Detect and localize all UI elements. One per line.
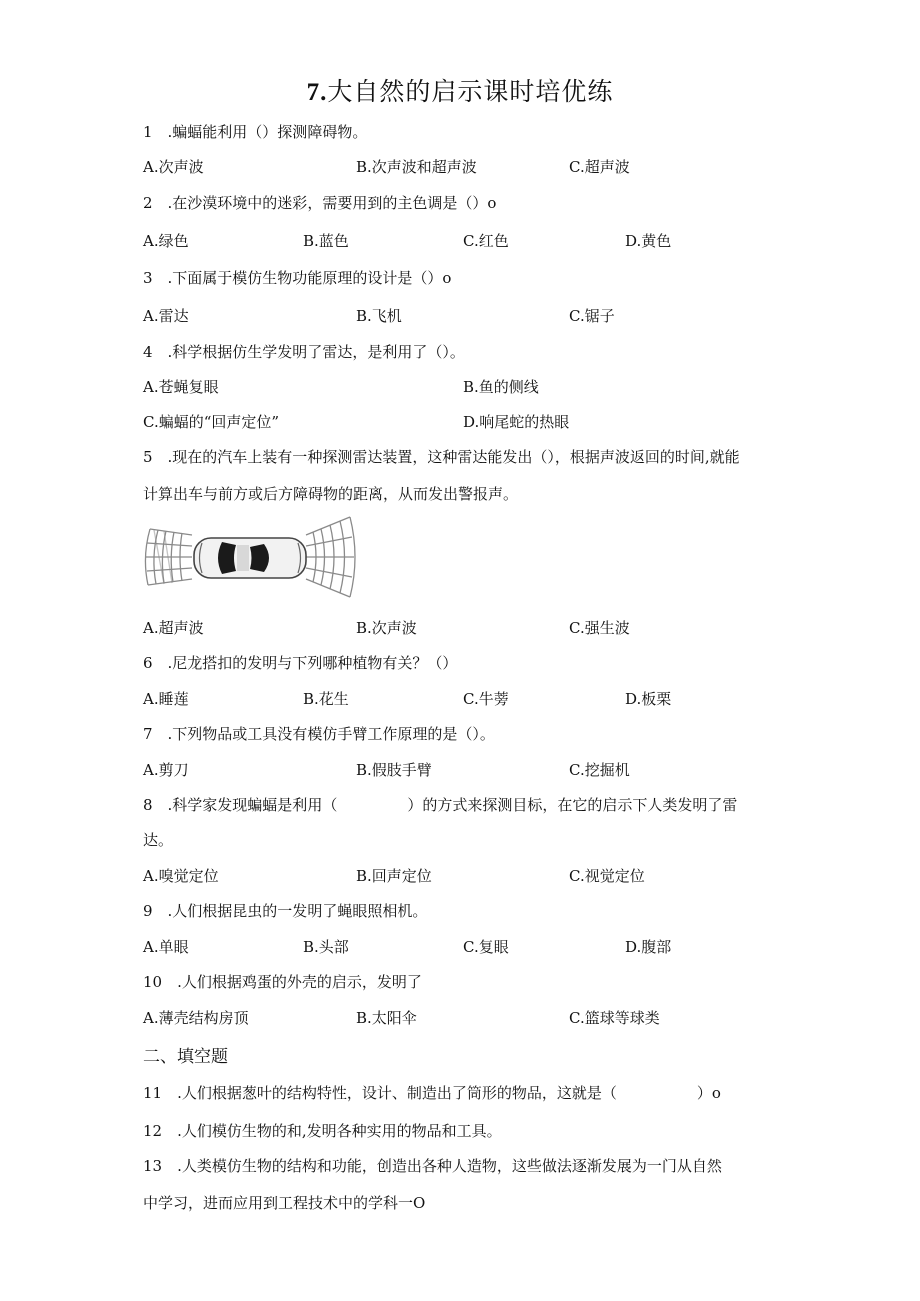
q4-option-d[interactable]: D.响尾蛇的热眼 bbox=[463, 413, 570, 431]
q8-option-a[interactable]: A.嗅觉定位 bbox=[143, 867, 219, 885]
q6-option-a[interactable]: A.睡莲 bbox=[143, 690, 189, 708]
question-3-stem: 3 .下面属于模仿生物功能原理的设计是（）o bbox=[143, 269, 452, 287]
q6-option-c[interactable]: C.牛蒡 bbox=[463, 690, 509, 708]
question-7-stem: 7 .下列物品或工具没有模仿手臂工作原理的是（）。 bbox=[143, 725, 495, 743]
q7-option-a[interactable]: A.剪刀 bbox=[143, 761, 189, 779]
question-4-stem: 4 .科学根据仿生学发明了雷达，是利用了（）。 bbox=[143, 343, 465, 361]
question-1-stem: 1 .蝙蝠能利用（）探测障碍物。 bbox=[143, 123, 368, 141]
q10-option-a[interactable]: A.薄壳结构房顶 bbox=[143, 1009, 249, 1027]
q1-option-c[interactable]: C.超声波 bbox=[569, 158, 630, 176]
question-2-stem: 2 .在沙漠环境中的迷彩，需要用到的主色调是（）o bbox=[143, 194, 497, 212]
question-13-stem: 13 .人类模仿生物的结构和功能，创造出各种人造物，这些做法逐渐发展为一门从自然 bbox=[143, 1157, 722, 1175]
q8-option-b[interactable]: B.回声定位 bbox=[356, 867, 432, 885]
q9-option-a[interactable]: A.单眼 bbox=[143, 938, 189, 956]
q3-option-b[interactable]: B.飞机 bbox=[356, 307, 402, 325]
question-10-stem: 10 .人们根据鸡蛋的外壳的启示，发明了 bbox=[143, 973, 422, 991]
q6-option-d[interactable]: D.板栗 bbox=[625, 690, 672, 708]
q1-option-a[interactable]: A.次声波 bbox=[143, 158, 204, 176]
question-5-stem: 5 .现在的汽车上装有一种探测雷达装置，这种雷达能发出（），根据声波返回的时间,就能 bbox=[143, 448, 740, 466]
q5-option-c[interactable]: C.强生波 bbox=[569, 619, 630, 637]
q3-option-c[interactable]: C.锯子 bbox=[569, 307, 615, 325]
q7-option-b[interactable]: B.假肢手臂 bbox=[356, 761, 432, 779]
question-5-stem-cont: 计算出车与前方或后方障碍物的距离，从而发出警报声。 bbox=[143, 485, 519, 503]
question-12-stem: 12 .人们模仿生物的和,发明各种实用的物品和工具。 bbox=[143, 1122, 502, 1140]
q10-option-b[interactable]: B.太阳伞 bbox=[356, 1009, 417, 1027]
q4-option-a[interactable]: A.苍蝇复眼 bbox=[143, 378, 219, 396]
q5-option-a[interactable]: A.超声波 bbox=[143, 619, 204, 637]
title-text: 大自然的启示课时培优练 bbox=[327, 77, 614, 106]
car-radar-figure bbox=[144, 515, 356, 605]
question-8-stem-cont: 达。 bbox=[143, 831, 174, 849]
q4-option-b[interactable]: B.鱼的侧线 bbox=[463, 378, 539, 396]
q10-option-c[interactable]: C.篮球等球类 bbox=[569, 1009, 660, 1027]
q9-option-d[interactable]: D.腹部 bbox=[625, 938, 672, 956]
question-6-stem: 6 .尼龙搭扣的发明与下列哪种植物有关？（） bbox=[143, 654, 458, 672]
q11-stem-part-b: ）o bbox=[696, 1084, 721, 1102]
q5-option-b[interactable]: B.次声波 bbox=[356, 619, 417, 637]
q2-option-d[interactable]: D.黄色 bbox=[625, 232, 672, 250]
q2-option-b[interactable]: B.蓝色 bbox=[303, 232, 349, 250]
q3-option-a[interactable]: A.雷达 bbox=[143, 307, 189, 325]
q9-option-b[interactable]: B.头部 bbox=[303, 938, 349, 956]
q9-option-c[interactable]: C.复眼 bbox=[463, 938, 509, 956]
q8-stem-part-b: ）的方式来探测目标，在它的启示下人类发明了雷 bbox=[407, 796, 738, 814]
q7-option-c[interactable]: C.挖掘机 bbox=[569, 761, 630, 779]
q11-stem-part-a: 11 .人们根据葱叶的结构特性，设计、制造出了筒形的物品，这就是（ bbox=[143, 1084, 617, 1102]
car-icon bbox=[194, 538, 306, 578]
q4-option-c[interactable]: C.蝙蝠的“回声定位” bbox=[143, 413, 280, 431]
section-heading-fill-blank: 二、填空题 bbox=[143, 1047, 228, 1067]
page-title bbox=[0, 72, 920, 108]
question-9-stem: 9 .人们根据昆虫的一发明了蝇眼照相机。 bbox=[143, 902, 428, 920]
q2-option-c[interactable]: C.红色 bbox=[463, 232, 509, 250]
q6-option-b[interactable]: B.花生 bbox=[303, 690, 349, 708]
question-8-stem bbox=[143, 794, 737, 815]
q1-option-b[interactable]: B.次声波和超声波 bbox=[356, 158, 477, 176]
question-11-stem bbox=[143, 1082, 721, 1103]
title-number: 7. bbox=[306, 79, 328, 106]
q2-option-a[interactable]: A.绿色 bbox=[143, 232, 189, 250]
q8-stem-part-a: 8 .科学家发现蝙蝠是利用（ bbox=[143, 796, 338, 814]
q8-option-c[interactable]: C.视觉定位 bbox=[569, 867, 645, 885]
question-13-stem-cont: 中学习，进而应用到工程技术中的学科一O bbox=[143, 1194, 426, 1212]
